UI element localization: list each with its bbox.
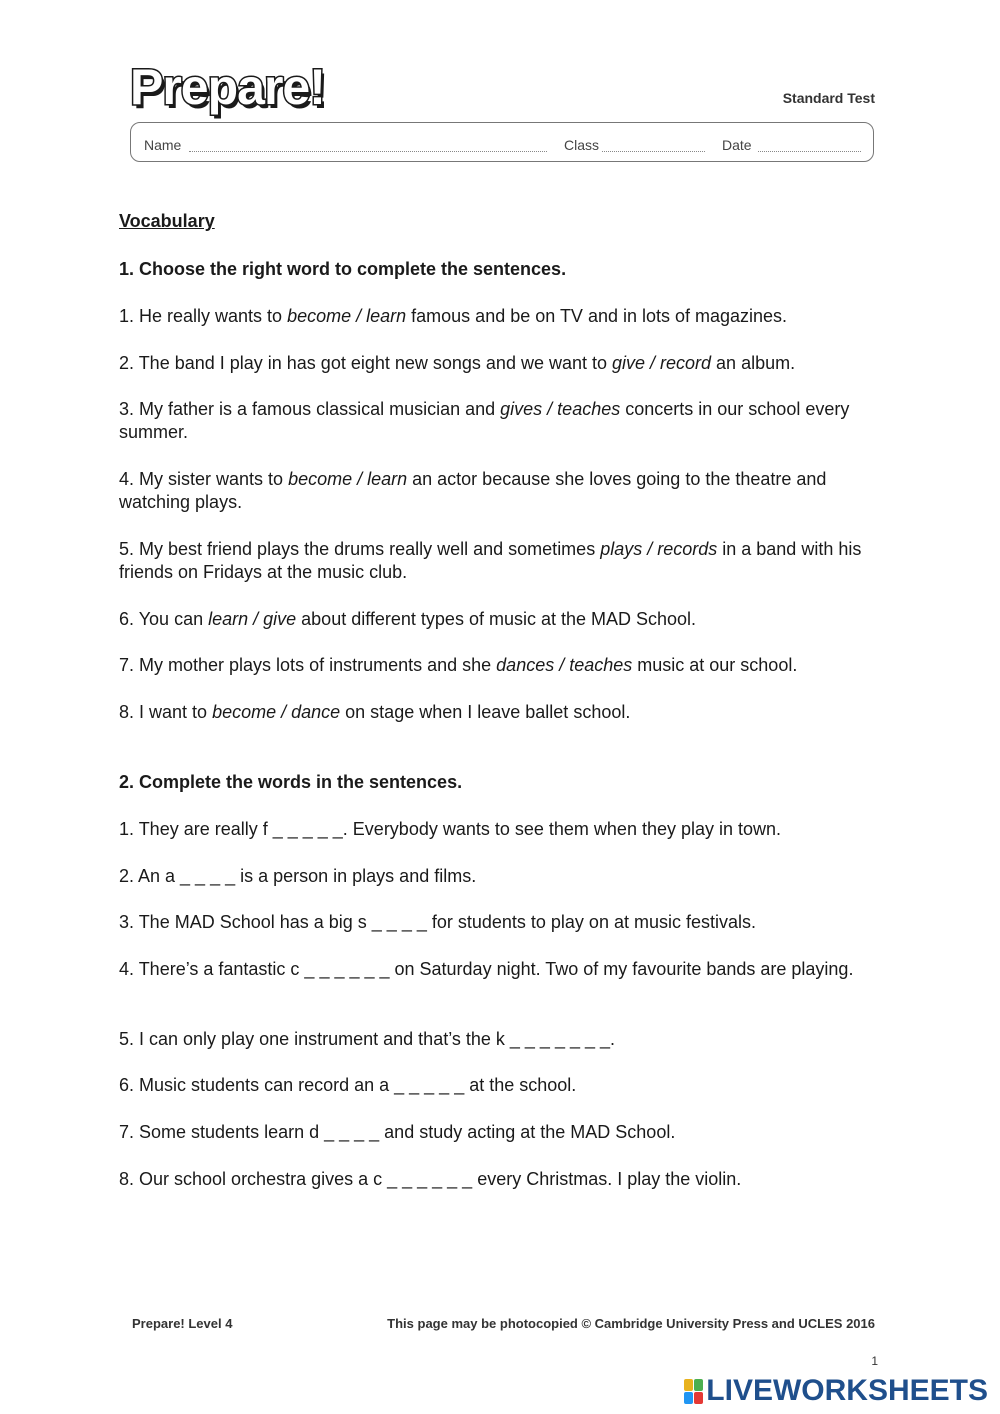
word-choice[interactable]: become / learn bbox=[287, 306, 407, 326]
ex1-item: 7. My mother plays lots of instruments and she dances / teaches music at our school. bbox=[119, 655, 798, 675]
liveworksheets-text: LIVEWORKSHEETS bbox=[706, 1374, 988, 1407]
class-label: Class bbox=[564, 137, 600, 153]
ex2-item[interactable]: 5. I can only play one instrument and that’s the k _ _ _ _ _ _ _. bbox=[119, 1029, 615, 1049]
liveworksheets-watermark bbox=[684, 1374, 988, 1408]
name-label: Name bbox=[144, 137, 182, 153]
exercise-2-title: 2. Complete the words in the sentences. bbox=[119, 772, 463, 792]
word-choice[interactable]: learn / give bbox=[208, 609, 297, 629]
word-choice[interactable]: gives / teaches bbox=[500, 399, 621, 419]
test-type-label: Standard Test bbox=[782, 90, 875, 106]
ex1-item: 6. You can learn / give about different types of music at the MAD School. bbox=[119, 609, 697, 629]
word-choice[interactable]: plays / records bbox=[600, 539, 718, 559]
page-number: 1 bbox=[871, 1354, 878, 1368]
ex2-item[interactable]: 3. The MAD School has a big s _ _ _ _ for students to play on at music festivals. bbox=[119, 912, 756, 932]
ex2-item[interactable]: 8. Our school orchestra gives a c _ _ _ _ _ _ every Christmas. I play the violin. bbox=[119, 1169, 742, 1189]
prepare-logo: Prepare! bbox=[130, 59, 325, 115]
class-field[interactable] bbox=[602, 151, 705, 152]
ex1-item: 5. My best friend plays the drums really well and sometimes plays / records in a band with his friends on Fridays at the music club. bbox=[119, 539, 862, 582]
name-field[interactable] bbox=[189, 151, 547, 152]
date-label: Date bbox=[722, 137, 752, 153]
ex1-item: 3. My father is a famous classical musician and gives / teaches concerts in our school every summer. bbox=[119, 399, 850, 442]
exercise-1-title: 1. Choose the right word to complete the sentences. bbox=[119, 259, 567, 279]
ex1-item: 2. The band I play in has got eight new songs and we want to give / record an album. bbox=[119, 353, 796, 373]
ex1-item: 4. My sister wants to become / learn an actor because she loves going to the theatre and watching plays. bbox=[119, 469, 827, 512]
ex2-item[interactable]: 4. There’s a fantastic c _ _ _ _ _ _ on Saturday night. Two of my favourite bands are playing. bbox=[119, 959, 854, 979]
section-heading: Vocabulary bbox=[119, 211, 215, 231]
ex1-item: 1. He really wants to become / learn famous and be on TV and in lots of magazines. bbox=[119, 306, 788, 326]
date-field[interactable] bbox=[758, 151, 861, 152]
ex1-item: 8. I want to become / dance on stage when I leave ballet school. bbox=[119, 702, 631, 722]
ex2-item[interactable]: 1. They are really f _ _ _ _ _. Everybody wants to see them when they play in town. bbox=[119, 819, 782, 839]
footer-level: Prepare! Level 4 bbox=[132, 1316, 233, 1331]
footer-copyright: This page may be photocopied © Cambridge University Press and UCLES 2016 bbox=[387, 1316, 875, 1331]
word-choice[interactable]: become / dance bbox=[212, 702, 341, 722]
word-choice[interactable]: give / record bbox=[612, 353, 712, 373]
ex2-item[interactable]: 2. An a _ _ _ _ is a person in plays and films. bbox=[119, 866, 477, 886]
word-choice[interactable]: become / learn bbox=[288, 469, 408, 489]
word-choice[interactable]: dances / teaches bbox=[496, 655, 633, 675]
student-info-box bbox=[130, 122, 874, 162]
ex2-item[interactable]: 7. Some students learn d _ _ _ _ and study acting at the MAD School. bbox=[119, 1122, 676, 1142]
liveworksheets-badge-icon bbox=[684, 1379, 703, 1404]
ex2-item[interactable]: 6. Music students can record an a _ _ _ _ _ at the school. bbox=[119, 1075, 577, 1095]
